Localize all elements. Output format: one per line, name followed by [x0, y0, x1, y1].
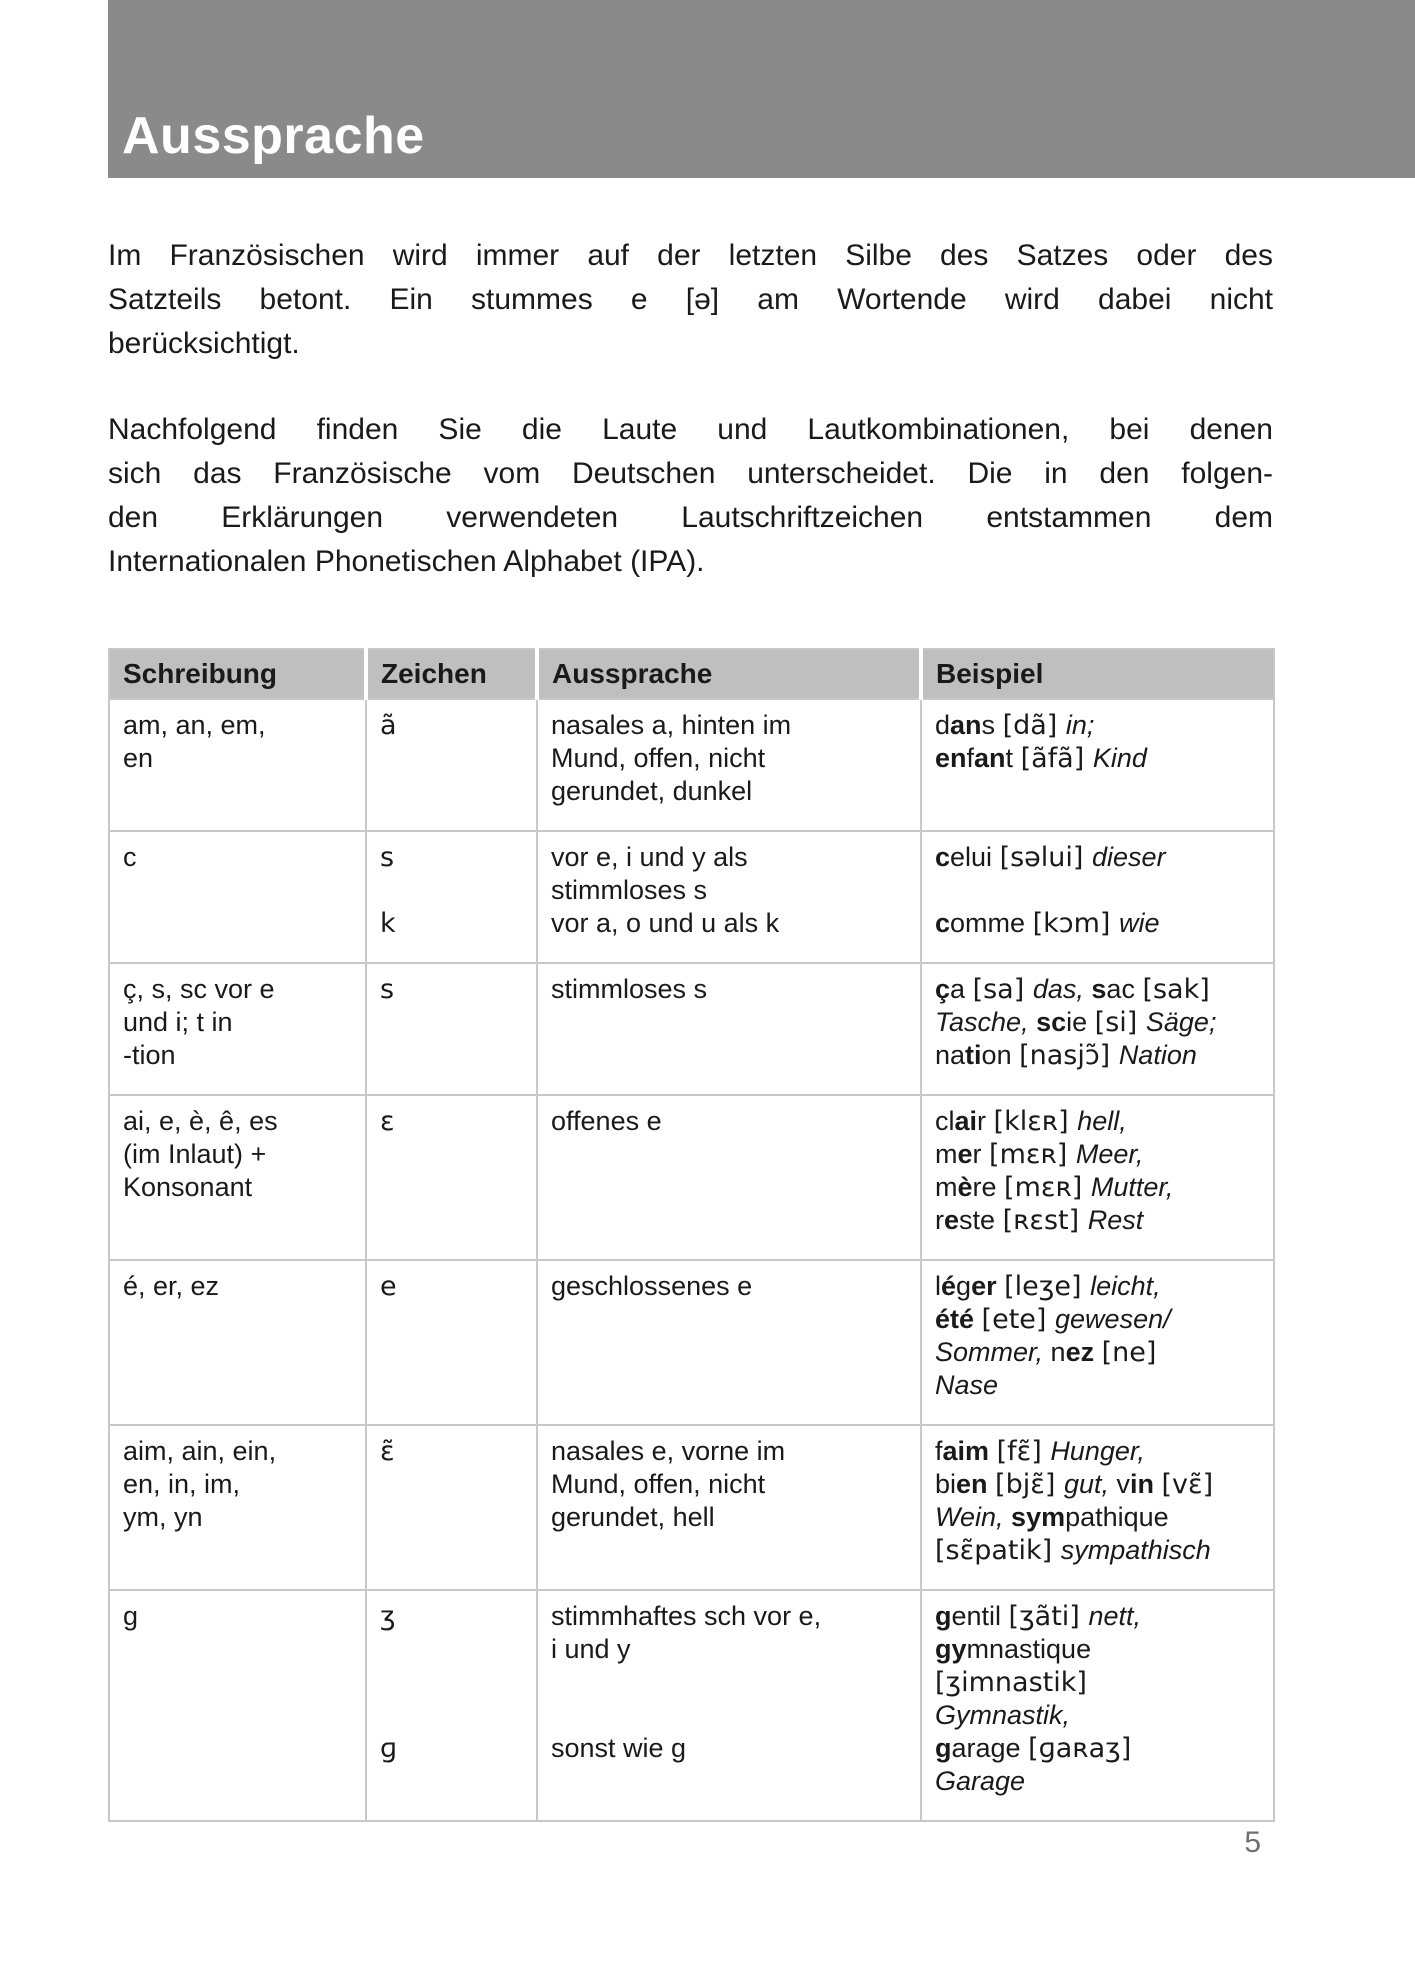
text-line: gymnastique	[935, 1634, 1092, 1664]
text-line: Wein, sympathique	[935, 1502, 1169, 1532]
text-line: gerundet, hell	[551, 1502, 715, 1532]
text-line: ɛ̃	[380, 1436, 395, 1467]
text-line: é, er, ez	[123, 1271, 220, 1301]
text-line: nation [nasjɔ̃] Nation	[935, 1040, 1197, 1071]
cell-beispiel	[921, 1590, 1274, 1821]
cell-zeichen	[366, 699, 537, 831]
cell-schreibung	[109, 1095, 366, 1260]
text-line	[380, 1633, 528, 1666]
cell-zeichen	[366, 831, 537, 963]
text-line: Tasche, scie [si] Säge;	[935, 1007, 1217, 1038]
text-line: en	[123, 743, 154, 773]
text-line: ç, s, sc vor e	[123, 974, 275, 1004]
cell-schreibung	[109, 963, 366, 1095]
text-line: e	[380, 1271, 397, 1302]
cell-zeichen	[366, 963, 537, 1095]
text-line: clair [klɛʀ] hell,	[935, 1106, 1127, 1137]
text-line: ã	[380, 710, 397, 741]
cell-beispiel	[921, 963, 1274, 1095]
text-line	[380, 1699, 528, 1732]
table-row	[109, 1260, 1274, 1425]
paragraph-line: Internationalen Phonetischen Alphabet (IPA).	[108, 545, 705, 578]
table-body	[109, 699, 1274, 1821]
text-line: léger [leʒe] leicht,	[935, 1271, 1161, 1302]
cell-aussprache	[537, 699, 921, 831]
text-line: i und y	[551, 1634, 631, 1664]
text-line: ça [sa] das, sac [sak]	[935, 974, 1210, 1005]
text-line: Sommer, nez [ne]	[935, 1337, 1157, 1368]
text-line: faim [fɛ̃] Hunger,	[935, 1436, 1145, 1467]
text-line: Konsonant	[123, 1172, 253, 1202]
cell-zeichen	[366, 1425, 537, 1590]
text-line: offenes e	[551, 1106, 662, 1136]
text-line: Mund, offen, nicht	[551, 743, 766, 773]
text-line: ɛ	[380, 1106, 395, 1137]
text-line: aim, ain, ein,	[123, 1436, 277, 1466]
text-line: gentil [ʒãti] nett,	[935, 1601, 1141, 1632]
text-line: Nase	[935, 1370, 999, 1400]
text-line: und i; t in	[123, 1007, 233, 1037]
page-content	[108, 234, 1273, 1860]
text-line: sonst wie g	[551, 1733, 687, 1763]
cell-aussprache	[537, 1095, 921, 1260]
text-line: k	[380, 908, 396, 939]
cell-schreibung	[109, 831, 366, 963]
text-line: mère [mɛʀ] Mutter,	[935, 1172, 1174, 1203]
text-line: celui [səlui] dieser	[935, 842, 1166, 873]
table-header-row	[109, 649, 1274, 699]
cell-beispiel	[921, 831, 1274, 963]
text-line	[551, 1699, 912, 1732]
text-line: ʒ	[380, 1601, 396, 1632]
text-line: c	[123, 842, 137, 872]
text-line: [sɛ̃patik] sympathisch	[935, 1535, 1211, 1566]
text-line: Gymnastik,	[935, 1700, 1071, 1730]
cell-schreibung	[109, 699, 366, 831]
cell-schreibung	[109, 1260, 366, 1425]
cell-aussprache	[537, 1425, 921, 1590]
cell-aussprache	[537, 1260, 921, 1425]
paragraph	[108, 408, 1273, 584]
text-line: s	[380, 842, 395, 873]
paragraph-line: den Erklärungen verwendeten Lautschriftzeichen entstammen dem	[108, 501, 1273, 534]
table-row	[109, 699, 1274, 831]
text-line	[935, 874, 1265, 907]
text-line: mer [mɛʀ] Meer,	[935, 1139, 1144, 1170]
text-line: [ʒimnastik]	[935, 1667, 1087, 1698]
text-line: ym, yn	[123, 1502, 203, 1532]
cell-zeichen	[366, 1260, 537, 1425]
text-line: s	[380, 974, 395, 1005]
cell-beispiel	[921, 1260, 1274, 1425]
cell-zeichen	[366, 1095, 537, 1260]
cell-aussprache	[537, 963, 921, 1095]
text-line	[380, 1666, 528, 1699]
cell-schreibung	[109, 1425, 366, 1590]
paragraph-line: berücksichtigt.	[108, 327, 300, 360]
text-line: nasales a, hinten im	[551, 710, 792, 740]
column-header-zeichen: Zeichen	[366, 649, 537, 699]
text-line: nasales e, vorne im	[551, 1436, 786, 1466]
cell-zeichen	[366, 1590, 537, 1821]
text-line: geschlossenes e	[551, 1271, 753, 1301]
text-line: Mund, offen, nicht	[551, 1469, 766, 1499]
cell-beispiel	[921, 699, 1274, 831]
text-line	[551, 1666, 912, 1699]
text-line: (im Inlaut) +	[123, 1139, 267, 1169]
text-line: g	[123, 1601, 139, 1631]
column-header-schreibung: Schreibung	[109, 649, 366, 699]
cell-aussprache	[537, 1590, 921, 1821]
text-line: bien [bjɛ̃] gut, vin [vɛ̃]	[935, 1469, 1214, 1500]
page-title: Aussprache	[122, 107, 425, 165]
text-line: -tion	[123, 1040, 176, 1070]
table-row	[109, 963, 1274, 1095]
text-line: gerundet, dunkel	[551, 776, 753, 806]
text-line: reste [ʀɛst] Rest	[935, 1205, 1144, 1236]
text-line: vor a, o und u als k	[551, 908, 780, 938]
text-line: ai, e, è, ê, es	[123, 1106, 278, 1136]
text-line: été [ete] gewesen/	[935, 1304, 1171, 1335]
table-row	[109, 1590, 1274, 1821]
text-line: am, an, em,	[123, 710, 266, 740]
text-line: ɡ	[380, 1733, 398, 1764]
cell-aussprache	[537, 831, 921, 963]
text-line: dans [dã] in;	[935, 710, 1095, 741]
text-line: stimmloses s	[551, 875, 708, 905]
page-number: 5	[1244, 1826, 1261, 1859]
text-line	[380, 874, 528, 907]
cell-schreibung	[109, 1590, 366, 1821]
paragraph-line: Im Französischen wird immer auf der letzten Silbe des Satzes oder des	[108, 239, 1273, 272]
paragraph-line: Satzteils betont. Ein stummes e [ə] am Wortende wird dabei nicht	[108, 283, 1273, 316]
intro-paragraphs	[108, 234, 1273, 584]
table-row	[109, 831, 1274, 963]
paragraph	[108, 234, 1273, 366]
text-line: comme [kɔm] wie	[935, 908, 1160, 939]
text-line: vor e, i und y als	[551, 842, 748, 872]
text-line: stimmhaftes sch vor e,	[551, 1601, 822, 1631]
text-line: garage [ɡaʀaʒ]	[935, 1733, 1132, 1764]
paragraph-line: Nachfolgend finden Sie die Laute und Lautkombinationen, bei denen	[108, 413, 1273, 446]
cell-beispiel	[921, 1095, 1274, 1260]
column-header-aussprache: Aussprache	[537, 649, 921, 699]
text-line: Garage	[935, 1766, 1026, 1796]
text-line: stimmloses s	[551, 974, 708, 1004]
text-line: en, in, im,	[123, 1469, 241, 1499]
paragraph-line: sich das Französische vom Deutschen unterscheidet. Die in den folgen-	[108, 457, 1273, 490]
pronunciation-table	[108, 648, 1275, 1822]
cell-beispiel	[921, 1425, 1274, 1590]
column-header-beispiel: Beispiel	[921, 649, 1274, 699]
header-banner	[108, 0, 1415, 178]
table-row	[109, 1425, 1274, 1590]
table-row	[109, 1095, 1274, 1260]
text-line: enfant [ãfã] Kind	[935, 743, 1147, 774]
